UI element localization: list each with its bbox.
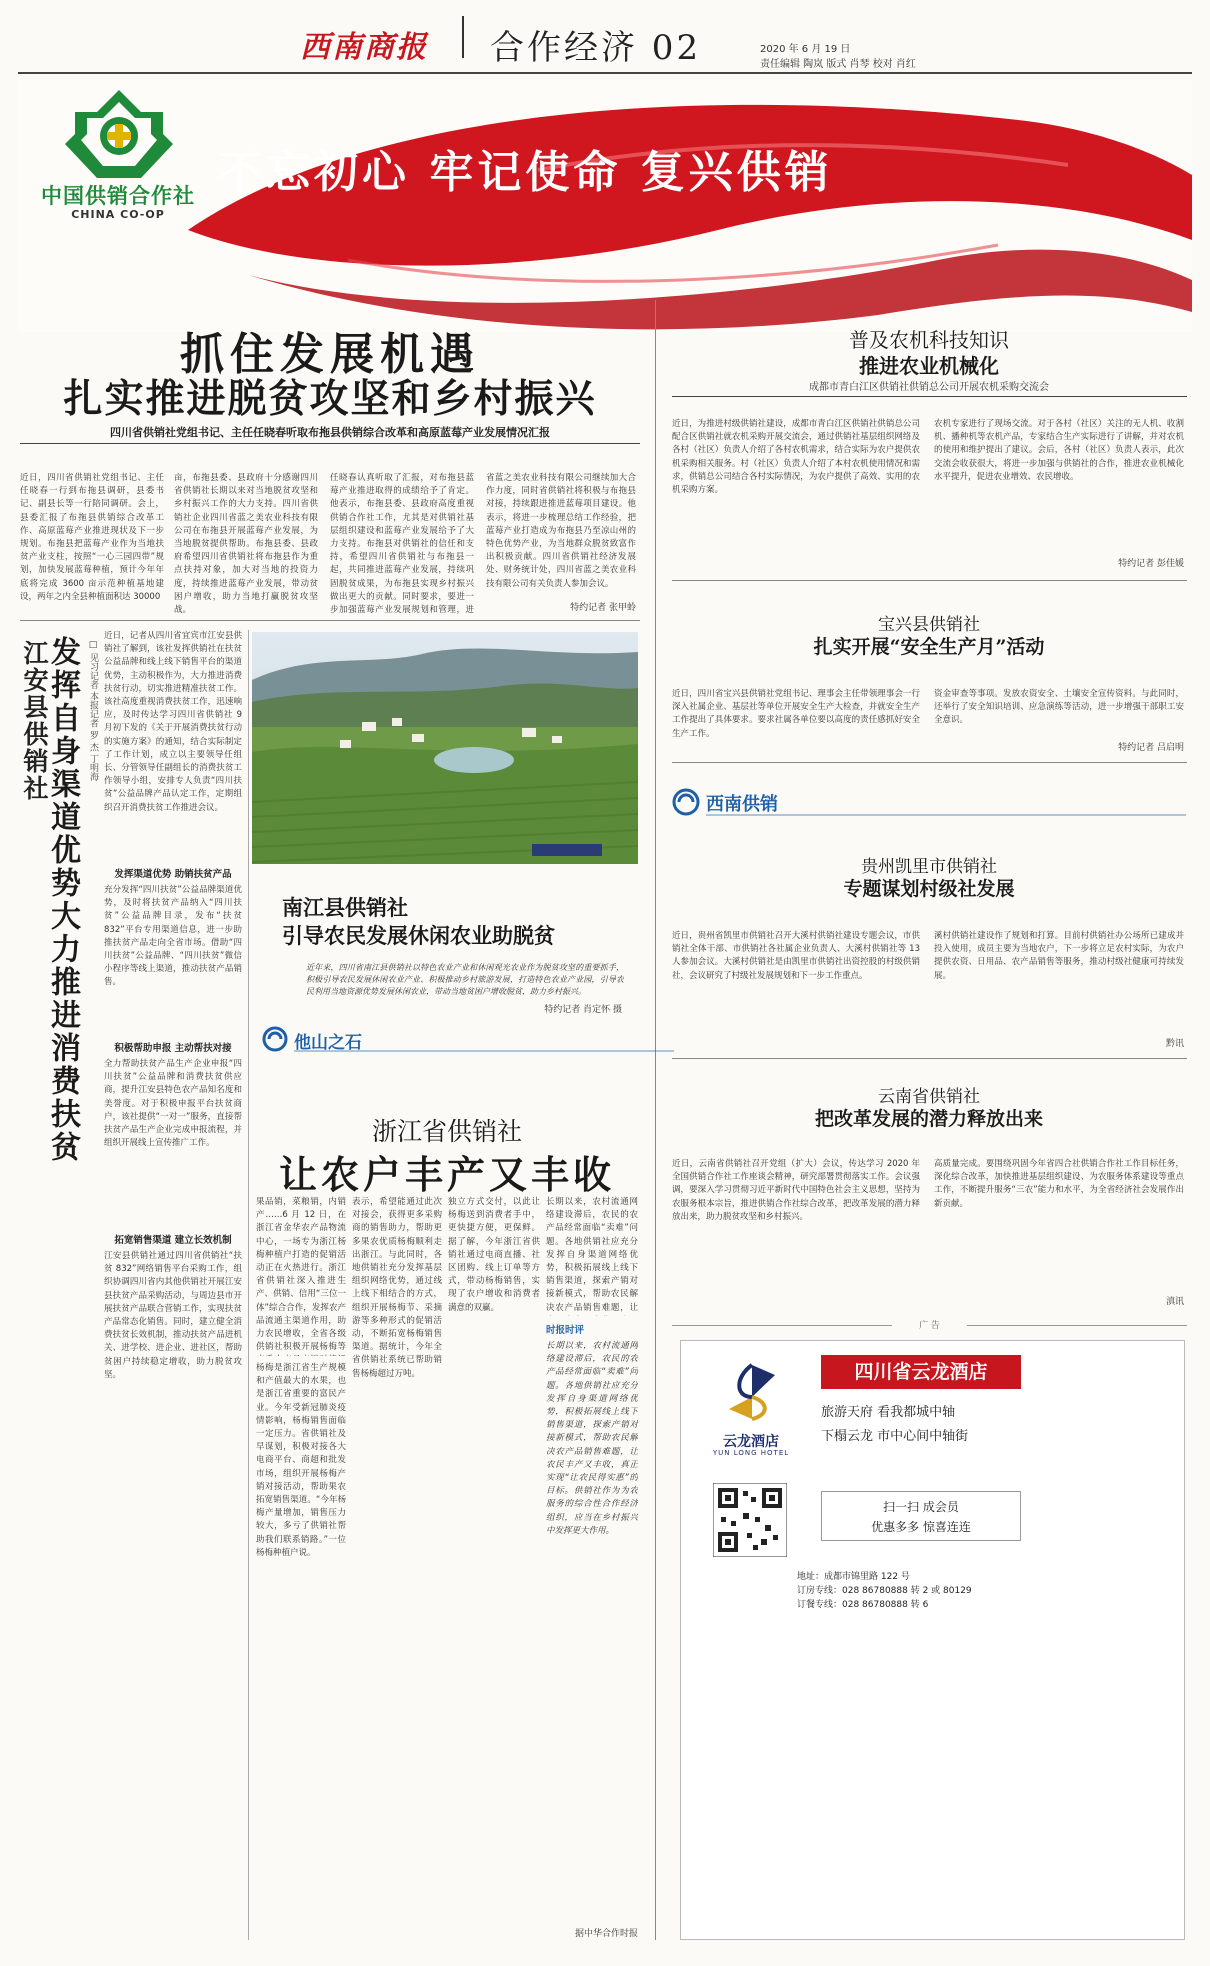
swirl-icon [672, 788, 700, 816]
tashan-tag [262, 1024, 402, 1054]
lead-headline-line2: 扎实推进脱贫攻坚和乡村振兴 [63, 376, 597, 422]
jiangan-headline-a: 发挥自身渠道优势 [45, 636, 80, 900]
editors-line: 责任编辑 陶岚 版式 肖琴 校对 肖红 [760, 59, 916, 70]
qr-caption-2: 优惠多多 惊喜连连 [871, 1520, 971, 1534]
hotel-address: 地址：成都市锦里路 122 号 [797, 1572, 910, 1582]
jiangan-body-4: 江安县供销社通过四川省供销社“扶贫 832”网络销售平台采购工作，组织协调四川省内其他供销社开展江安县扶贫产品采购活动，与周边县市开展扶贫产品联合营销工作，实现扶贫产品常态化销售。同时，建立健全消费扶贫长效机制，推动扶贫产品进机关、进学校、进企业、进社区，帮助贫困户持续稳定增收，助力脱贫攻坚。 [104, 1251, 242, 1380]
baoxing-byline: 特约记者 吕启明 [1118, 743, 1184, 753]
xinan-tag [672, 786, 1192, 818]
nanjiang-title-1: 南江县供销社 [282, 895, 408, 920]
co-op-name-en: CHINA CO-OP [71, 208, 165, 221]
yunnan-title-1: 云南省供销社 [878, 1087, 980, 1107]
hotel-phone-dining: 订餐专线：028 86780888 转 6 [797, 1600, 929, 1610]
baoxing-title-2: 扎实开展“安全生产月”活动 [813, 636, 1045, 658]
chengdu-title-1: 普及农机科技知识 [849, 328, 1009, 352]
kaili-column-1: 近日，贵州省凯里市供销社召开大溪村供销社建设专题会议，市供销社全体干部、市供销社各社属企业负责人、大溪村供销社等 13 人参加会议。大溪村供销社是由凯里市供销社出资控股的村级供销社，会议研究了村级社发展规划和下一步工作重点。 [672, 931, 920, 981]
qr-code-icon [713, 1483, 787, 1557]
vertical-divider-right [655, 300, 656, 1940]
masthead [0, 0, 1210, 72]
nanjiang-title-2: 引导农民发展休闲农业助脱贫 [282, 923, 555, 948]
swirl-icon [262, 1026, 288, 1052]
masthead-rule [18, 72, 1192, 74]
lead-column-3: 任晓春认真听取了汇报，对布拖县蓝莓产业推进取得的成绩给予了肯定。他表示，布拖县委、县政府高度重视供销合作社工作，尤其是对供销社基层组织建设和蓝莓产业发展给予了大力支持。布拖县对供销社的信任和支持，希望四川省供销社与布拖县一起，共同推进蓝莓产业发展，持续巩固脱贫成果，为布拖县实现乡村振兴做出更大的贡献。同时要求，要进一步加强蓝莓产业发展规划和管理，进 [330, 473, 474, 616]
tashan-comment-body: 长期以来，农村流通网络建设滞后，农民的农产品经常面临“卖难”问题。各地供销社应充分发挥自身渠道网络优势，积极拓展线上线下销售渠道，探索产销对接新模式，帮助农民解决农产品销售难题，让农民丰产又丰收，真正实现“让农民得实惠”的目标。供销社作为为农服务的综合性合作经济组织，应当在乡村振兴中发挥更大作用。 [546, 1341, 638, 1536]
tashan-byline: 据中华合作时报 [574, 1929, 638, 1939]
yunnan-column-1: 近日，云南省供销社召开党组（扩大）会议，传达学习 2020 年全国供销合作社工作座谈会精神，研究部署贯彻落实工作。会议强调，要深入学习贯彻习近平新时代中国特色社会主义思想，坚持为农服务根本宗旨，推进供销合作社综合改革，把改革发展的潜力释放出来，助力脱贫攻坚和乡村振兴。 [672, 1159, 920, 1222]
hotel-logo-icon [717, 1357, 787, 1427]
xinan-tag-label: 西南供销 [706, 794, 778, 815]
yunnan-column-2: 高质量完成。要围绕巩固今年省四合社供销合作社工作目标任务，深化综合改革，加快推进基层组织建设、为农服务体系建设等重点工作，不断提升服务“三农”能力和水平，为全省经济社会发展作出新贡献。 [934, 1159, 1184, 1209]
kaili-title-2: 专题谋划村级社发展 [843, 878, 1015, 900]
kaili-title-1: 贵州凯里市供销社 [861, 857, 997, 877]
ad-label-text: 广 告 [919, 1321, 940, 1331]
lead-byline: 特约记者 张甲蛉 [570, 603, 636, 613]
co-op-logo-icon [63, 88, 175, 180]
hotel-logo-en: YUN LONG HOTEL [712, 1449, 790, 1457]
co-op-banner [18, 80, 1192, 332]
tashan-column-5: 长期以来，农村流通网络建设滞后，农民的农产品经常面临“卖难”问题。各地供销社应充分发挥自身渠道网络优势，积极拓展线上线下销售渠道，探索产销对接新模式，帮助农民解决农产品销售难题，让 [546, 1197, 638, 1313]
co-op-name-cn: 中国供销合作社 [41, 184, 195, 208]
hotel-ad [680, 1340, 1185, 1940]
nanjiang-village-photo [252, 632, 638, 864]
tashan-tag-label: 他山之石 [294, 1033, 362, 1053]
lead-bottom-rule [20, 620, 640, 621]
nanjiang-byline: 特约记者 肖定怀 摄 [544, 1005, 622, 1015]
tashan-tag-rule [294, 1050, 674, 1052]
tashan-title-2: 让农户丰产又丰收 [278, 1152, 615, 1197]
hotel-slogan-1: 旅游天府 看我都城中轴 [821, 1405, 956, 1420]
nanjiang-caption-box [272, 880, 632, 1018]
chengdu-column-2: 农机专家进行了现场交流。对于各村（社区）关注的无人机、收割机、播种机等农机产品，专家结合生产实际进行了讲解，并对农机的使用和维护提出了建议。会后，各村（社区）负责人表示，此次交流会收获很大，将进一步加强与供销社的合作，推进农业机械化水平提升，促进农业增效、农民增收。 [934, 419, 1184, 482]
jiangan-subhead-2: 积极帮助申报 主动帮扶对接 [114, 1043, 232, 1054]
hotel-name: 四川省云龙酒店 [821, 1355, 1021, 1389]
jiangan-org-title: 江安县供销社 [20, 640, 49, 802]
jiangan-divider [248, 630, 249, 1940]
yunnan-title-2: 把改革发展的潜力释放出来 [814, 1108, 1043, 1130]
ad-label-rule-left [672, 1325, 892, 1326]
baoxing-column-1: 近日，四川省宝兴县供销社党组书记、理事会主任带领理事会一行深入社属企业、基层社等单位开展安全生产大检查，并就安全生产工作提出了具体要求。要求社属各单位要以高度的责任感抓好安全生产工作。 [672, 689, 920, 739]
banner-slogan: 不忘初心 牢记使命 复兴供销 [218, 147, 833, 198]
xinan-tag-rule [706, 814, 1186, 816]
lead-headline-line1: 抓住发展机遇 [180, 329, 480, 380]
tashan-column-1b: 杨梅是浙江省生产规模和产值最大的水果，也是浙江省重要的富民产业。今年受新冠肺炎疫情影响，杨梅销售面临一定压力。省供销社及早谋划，积极对接各大电商平台、商超和批发市场，组织开展杨梅产销对接活动，帮助果农拓宽销售渠道。“今年杨梅产量增加，销售压力较大，多亏了供销社帮助我们联系销路。”一位杨梅种植户说。 [256, 1363, 346, 1558]
qr-caption-box [821, 1491, 1021, 1541]
baoxing-title-1: 宝兴县供销社 [878, 615, 980, 635]
kaili-column-2: 溪村供销社建设作了规划和打算。目前村供销社办公场所已建成并投入使用，成员主要为当地农户，下一步将立足农村实际，为农户提供农资、日用品、农产品销售等服务，推动村级社健康可持续发展。 [934, 931, 1184, 981]
kaili-byline: 黔讯 [1165, 1039, 1184, 1049]
lead-subtitle: 四川省供销社党组书记、主任任晓春听取布拖县供销综合改革和高原蓝莓产业发展情况汇报 [110, 426, 550, 439]
hotel-slogan-2: 下榻云龙 市中心间中轴街 [821, 1429, 969, 1444]
lead-column-1: 近日，四川省供销社党组书记、主任任晓春一行到布拖县调研，县委书记、副县长等一行陪同调研。会上，县委汇报了布拖县供销综合改革工作、高原蓝莓产业推进现状及下一步规划。布拖县把蓝莓产业作为当地扶贫产业支柱，按照“一心三园四带”规划，加快发展蓝莓种植，预计今年年底将完成 3600 亩示范种植基地建设，两年之内全县种植面积达 30000 [20, 473, 164, 602]
tashan-comment-subhead: 时报时评 [546, 1325, 585, 1336]
baoxing-column-2: 资金审查等事项。发放农资安全、土壤安全宣传资料。与此同时，还举行了安全知识培训、应急演练等活动，进一步增强干部职工安全意识。 [934, 689, 1184, 726]
baoxing-bottom-rule [672, 762, 1187, 763]
hotel-phone-rooms: 订房专线：028 86780888 转 2 或 80129 [797, 1586, 972, 1596]
chengdu-subtitle: 成都市青白江区供销社供销总公司开展农机采购交流会 [809, 382, 1049, 393]
masthead-divider [462, 16, 464, 58]
issue-date: 2020 年 6 月 19 日 [760, 44, 851, 55]
jiangan-body-3: 全力帮助扶贫产品生产企业申报“四川扶贫”公益品牌和消费扶贫供应商，提升江安县特色农产品知名度和美誉度。对于积极申报平台扶贫商户，该社提供“一对一”服务，直接帮扶贫产品生产企业完成申报流程，并组织开展线上宣传推广工作。 [104, 1059, 242, 1149]
chengdu-byline: 特约记者 彭佳媛 [1118, 559, 1184, 569]
lead-column-4: 省蓝之美农业科技有限公司继续加大合作力度，同时省供销社将积极与布拖县对接，持续跟进推进蓝莓项目建设。他表示，将进一步梳理总结工作经验，把蓝莓产业打造成为布拖县乃至凉山州的特色优势产业，为当地群众脱贫致富作出积极贡献。四川省供销社经济发展处、财务统计处，四川省蓝之美农业科技有限公司有关负责人参加会议。 [486, 473, 636, 589]
tashan-column-1: 果品销，菜粮销，内销产……6 月 12 日，在浙江省金华农产品物流中心，一场专为浙江杨梅种植户打造的促销活动正在火热进行。浙江省供销社深入推进生产、供销、信用“三位一体”综合合作，发挥农产品流通主渠道作用，助力农民增收，全省各级供销社积极开展杨梅等 [256, 1197, 346, 1353]
kaili-bottom-rule [672, 1058, 1187, 1059]
jiangan-body-2: 充分发挥“四川扶贫”公益品牌渠道优势，及时将扶贫产品纳入“四川扶贫”公益品牌目录，发布“扶贫 832”平台专用渠道信息，进一步助推扶贫产品走向全省市场。借助“四川扶贫”公益品牌、“四川扶贫”微信小程序等线上渠道，推动扶贫产品销售。 [104, 885, 242, 988]
jiangan-subhead-1: 发挥渠道优势 助销扶贫产品 [114, 869, 232, 880]
jiangan-subhead-3: 拓宽销售渠道 建立长效机制 [114, 1235, 232, 1246]
tashan-column-3: 表示，希望能通过此次对接会，获得更多采购商的销售助力，帮助更多果农优质杨梅顺利走出浙江。与此同时，各地供销社充分发挥基层组织网络优势，通过线上线下相结合的方式，组织开展杨梅节、采摘游等多种形式的促销活动，不断拓宽杨梅销售渠道。据统计，今年全省供销社系统已帮助销售杨梅超过万吨。 [352, 1197, 442, 1379]
chengdu-title-2: 推进农业机械化 [859, 354, 999, 378]
ad-label-rule-right [967, 1325, 1187, 1326]
landscape-photo-graphic [252, 632, 638, 864]
jiangan-credits: □ 见习记者 本报记者 罗 杰 丁明海 [88, 640, 98, 782]
section-title: 合作经济 02 [490, 28, 702, 68]
tashan-column-4: 独立方式交付，以此让杨梅送到消费者手中，更快捷方便，更保鲜。据了解，今年浙江省供销社通过电商直播、社区团购、线上订单等方式，带动杨梅销售，实现了农户增收和消费者满意的双赢。 [448, 1197, 540, 1313]
tashan-title-1: 浙江省供销社 [371, 1117, 522, 1146]
chengdu-rule [672, 396, 1187, 397]
paper-name: 西南商报 [300, 30, 428, 65]
lead-column-2: 亩，布拖县委、县政府十分感谢四川省供销社长期以来对当地脱贫攻坚和乡村振兴工作的大力支持。四川省供销社企业四川省蓝之美农业科技有限公司在布拖县开展蓝莓产业发展，为当地脱贫提供帮助。布拖县委、县政府希望四川省供销社将布拖县作为重点扶持对象，加大对当地的投资力度，持续推进蓝莓产业发展，带动贫困户增收，助力当地打赢脱贫攻坚战。 [174, 473, 318, 616]
yunnan-byline: 滇讯 [1165, 1297, 1184, 1307]
jiangan-headline-b: 大力推进消费扶贫 [45, 900, 80, 1164]
jiangan-body-1: 近日，记者从四川省宜宾市江安县供销社了解到，该社发挥供销社在扶贫公益品牌和线上线下销售平台的渠道优势，主动积极作为，大力推进消费扶贫行动，切实推进精准扶贫工作。该社高度重视消费扶贫工作，迅速响应，及时传达学习四川省供销社 9 月初下发的《关于开展消费扶贫行动的实施方案》的通知，结合实际制定了工作计划，成立以主要领导任组长、分管领导任副组长的消费扶贫工作领导小组，安排专人负责“四川扶贫”公益品牌产品认定工作，定期组织召开消费扶贫工作推进会议。 [104, 631, 242, 813]
chengdu-bottom-rule [672, 580, 1187, 581]
qr-caption-1: 扫一扫 成会员 [883, 1500, 959, 1514]
ad-label [672, 1318, 1187, 1332]
hotel-logo-cn: 云龙酒店 [723, 1434, 779, 1450]
chengdu-column-1: 近日，为推进村级供销社建设，成都市青白江区供销社供销总公司配合区供销社就农机采购开展交流会，通过供销社基层组织网络及各村（社区）负责人介绍了各村农机需求，结合实际为农户提供农机采购相关服务。村（社区）负责人介绍了本村农机使用情况和需求，供销总公司结合各村实际情况，为农户提供了高效、实用的农机采购方案。 [672, 419, 920, 496]
nanjiang-body: 近年来，四川省南江县供销社以特色农业产业和休闲观光农业作为脱贫攻坚的重要抓手，积极引导农民发展休闲农业产业、积极推动乡村旅游发展，打造特色农业产业园，引导农民利用当地资源优势发展休闲农业，带动当地贫困户增收脱贫，助力乡村振兴。 [306, 963, 624, 996]
lead-subtitle-rule [20, 443, 640, 444]
